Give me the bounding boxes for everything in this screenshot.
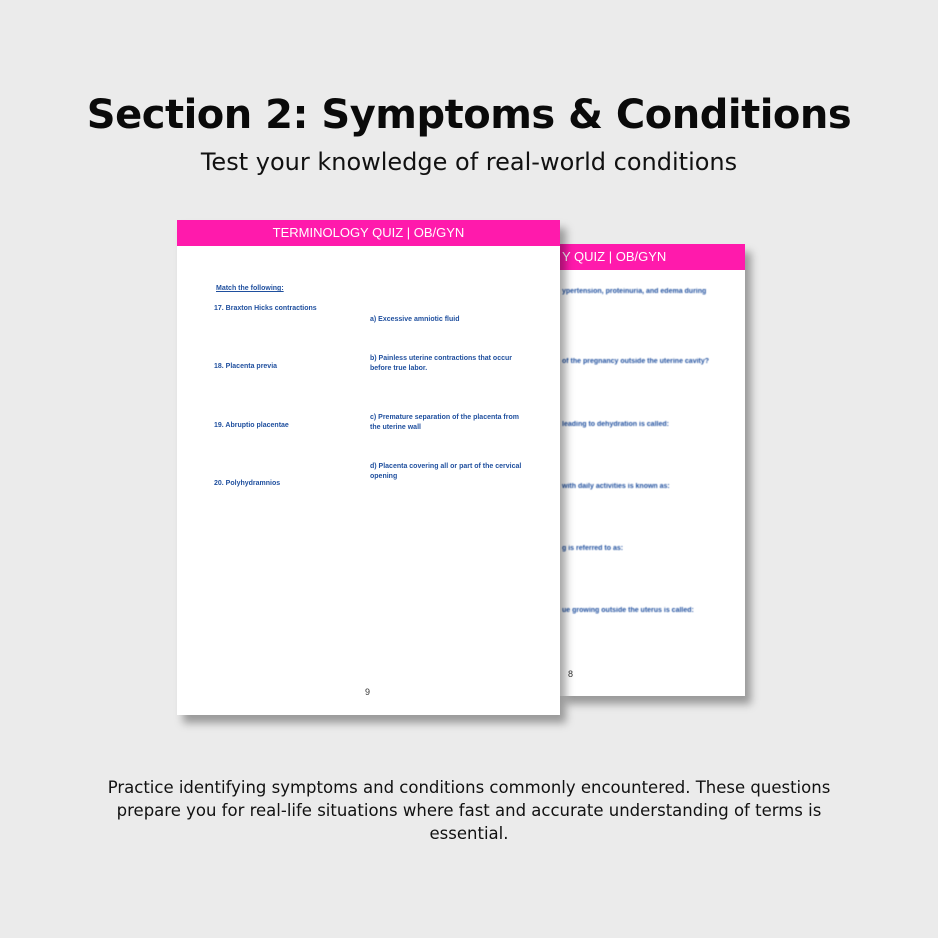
match-instruction: Match the following:	[216, 285, 284, 292]
quiz-page-front	[177, 220, 560, 715]
page-number: 9	[365, 687, 371, 697]
term-item: 17. Braxton Hicks contractions	[214, 305, 317, 312]
option-item: c) Premature separation of the placenta from the uterine wall	[370, 414, 519, 431]
option-item: a) Excessive amniotic fluid	[370, 316, 460, 323]
section-description: Practice identifying symptoms and conditions commonly encountered. These questions prepare you for real-life situations where fast and accurate understanding of terms is essential.	[107, 778, 831, 843]
question-text: with daily activities is known as:	[562, 483, 670, 490]
term-item: 18. Placenta previa	[214, 363, 278, 370]
page-header-front: TERMINOLOGY QUIZ | OB/GYN	[177, 220, 560, 246]
question-text: leading to dehydration is called:	[562, 421, 669, 428]
term-item: 19. Abruptio placentae	[214, 422, 289, 429]
question-text: g is referred to as:	[562, 545, 624, 552]
section-subtitle: Test your knowledge of real-world conditions	[200, 148, 738, 176]
question-text: ue growing outside the uterus is called:	[562, 607, 694, 614]
term-item: 20. Polyhydramnios	[214, 480, 281, 487]
option-item: b) Painless uterine contractions that occur before true labor.	[370, 355, 512, 372]
option-item: d) Placenta covering all or part of the cervical opening	[370, 463, 522, 480]
quiz-page-back	[560, 244, 745, 696]
question-text: ypertension, proteinuria, and edema during	[562, 288, 707, 295]
section-title: Section 2: Symptoms & Conditions	[86, 92, 852, 138]
question-text: of the pregnancy outside the uterine cavity?	[562, 358, 710, 365]
page-header-back	[560, 244, 745, 270]
page-header-back-title: Y QUIZ | OB/GYN	[562, 249, 667, 264]
page-number: 8	[568, 669, 574, 679]
